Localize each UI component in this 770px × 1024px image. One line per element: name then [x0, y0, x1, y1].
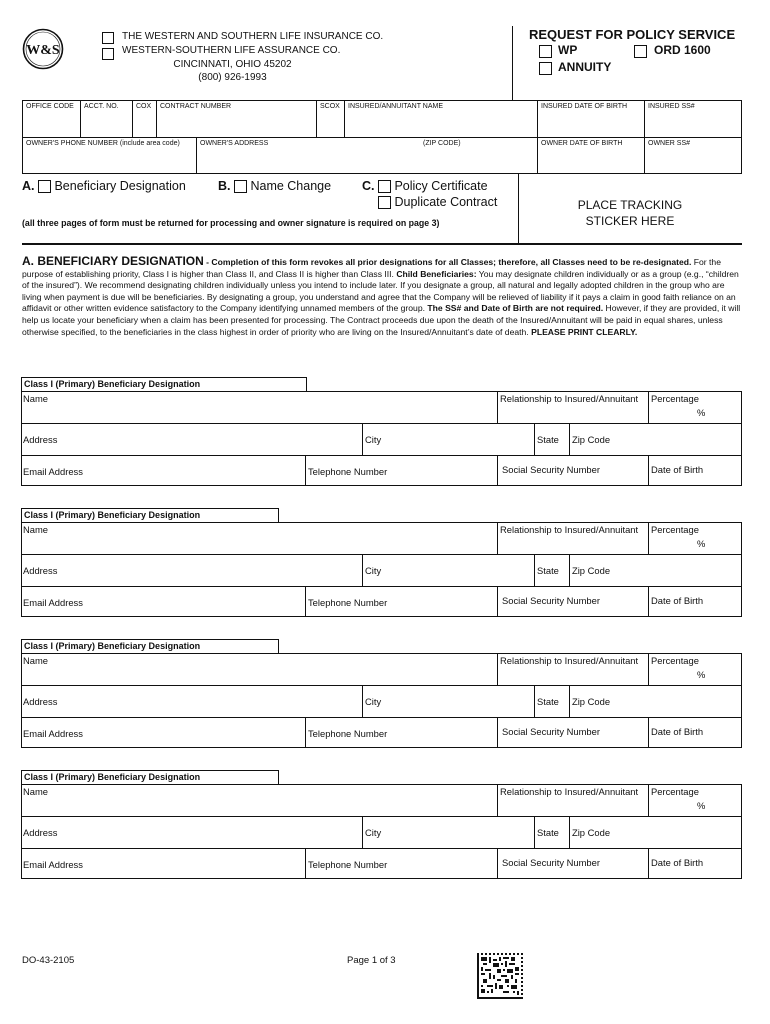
- city-field[interactable]: City: [365, 565, 382, 576]
- email-field[interactable]: Email Address: [23, 466, 83, 477]
- relationship-field[interactable]: Relationship to Insured/Annuitant: [500, 786, 639, 797]
- beneficiary-block-3: [21, 639, 742, 755]
- section-divider: [22, 243, 742, 245]
- ssn-field[interactable]: Social Security Number: [502, 464, 600, 475]
- option-c-label-2: Duplicate Contract: [394, 195, 498, 209]
- beneficiary-form: [21, 784, 742, 879]
- zip-field[interactable]: Zip Code: [572, 696, 611, 707]
- insured-dob-field[interactable]: INSURED DATE OF BIRTH: [538, 101, 645, 137]
- child-beneficiaries-label: Child Beneficiaries:: [396, 268, 477, 279]
- ssn-field[interactable]: Social Security Number: [502, 726, 600, 737]
- dob-field[interactable]: Date of Birth: [651, 726, 704, 737]
- beneficiary-block-title: Class I (Primary) Beneficiary Designation: [21, 770, 279, 784]
- acct-no-field[interactable]: ACCT. NO.: [81, 101, 133, 137]
- state-field[interactable]: State: [537, 434, 559, 445]
- option-c-duplicate[interactable]: [378, 195, 497, 209]
- request-title: REQUEST FOR POLICY SERVICE: [529, 27, 736, 42]
- percent-sign: %: [697, 407, 706, 418]
- relationship-field[interactable]: Relationship to Insured/Annuitant: [500, 655, 639, 666]
- section-a-lead: - Completion of this form revokes all prior designations for all Classes; therefore, all Classes need to be re-designated.: [203, 257, 692, 267]
- telephone-field[interactable]: Telephone Number: [308, 597, 388, 608]
- state-field[interactable]: State: [537, 565, 559, 576]
- section-a-text-1: For the purpose of establishing priority, Class I is higher than Class II, and Class II is higher than Class III.: [22, 257, 721, 279]
- section-a-text-2: You may designate children individually or as a group (e.g., “children of the insured”). We recommend designating children individually unless you intend to include later. If you designate a group, all natural and legally adopted children in the group who are living when payment is due will be beneficiaries. By designating a group, you understand and agree that the Company will be relieved of liability if it pays a claim in good faith reliance on an affidavit or other written evidence satisfactory to the Company identifying unnamed members of the group.: [22, 268, 739, 314]
- annuity-checkbox[interactable]: [539, 60, 552, 78]
- owner-address-label: OWNER'S ADDRESS: [200, 140, 269, 147]
- zip-field[interactable]: Zip Code: [572, 827, 611, 838]
- email-field[interactable]: Email Address: [23, 597, 83, 608]
- telephone-field[interactable]: Telephone Number: [308, 859, 388, 870]
- owner-dob-field[interactable]: OWNER DATE OF BIRTH: [538, 138, 645, 174]
- company-address: CINCINNATI, OHIO 45202: [173, 59, 292, 70]
- office-code-field[interactable]: OFFICE CODE: [23, 101, 81, 137]
- address-field[interactable]: Address: [23, 827, 58, 838]
- email-field[interactable]: Email Address: [23, 728, 83, 739]
- percentage-field[interactable]: Percentage: [651, 655, 699, 666]
- policy-info-row-1: [23, 101, 741, 137]
- percent-sign: %: [697, 800, 706, 811]
- relationship-field[interactable]: Relationship to Insured/Annuitant: [500, 393, 639, 404]
- name-field[interactable]: Name: [23, 786, 49, 797]
- telephone-field[interactable]: Telephone Number: [308, 728, 388, 739]
- ord-checkbox[interactable]: [634, 43, 647, 61]
- beneficiary-block-2: [21, 508, 742, 624]
- option-c-checkbox-2[interactable]: [378, 196, 391, 209]
- dob-field[interactable]: Date of Birth: [651, 857, 704, 868]
- option-a-label: Beneficiary Designation: [54, 179, 186, 193]
- beneficiary-block-title: Class I (Primary) Beneficiary Designation: [21, 639, 279, 653]
- beneficiary-instructions: [22, 256, 742, 338]
- option-a-checkbox[interactable]: [38, 180, 51, 193]
- beneficiary-block-1: [21, 377, 742, 493]
- owner-ssn-field[interactable]: OWNER SS#: [648, 140, 691, 147]
- scox-field[interactable]: SCOX: [317, 101, 345, 137]
- beneficiary-block-title: Class I (Primary) Beneficiary Designation: [21, 377, 307, 391]
- owner-phone-field[interactable]: OWNER'S PHONE NUMBER (include area code): [23, 138, 197, 174]
- state-field[interactable]: State: [537, 827, 559, 838]
- telephone-field[interactable]: Telephone Number: [308, 466, 388, 477]
- dob-field[interactable]: Date of Birth: [651, 595, 704, 606]
- option-c-checkbox-1[interactable]: [378, 180, 391, 193]
- policy-info-table: [22, 100, 742, 174]
- ssn-field[interactable]: Social Security Number: [502, 857, 600, 868]
- zip-field[interactable]: Zip Code: [572, 565, 611, 576]
- beneficiary-block-4: [21, 770, 742, 886]
- svg-text:W&S: W&S: [26, 43, 60, 58]
- form-return-note: (all three pages of form must be returned for processing and owner signature is required on page 3): [22, 218, 440, 228]
- option-b-label: Name Change: [250, 179, 332, 193]
- address-field[interactable]: Address: [23, 434, 58, 445]
- header-divider: [512, 26, 513, 100]
- percentage-field[interactable]: Percentage: [651, 393, 699, 404]
- percentage-field[interactable]: Percentage: [651, 786, 699, 797]
- wp-label: WP: [558, 43, 578, 57]
- insured-ssn-field[interactable]: INSURED SS#: [648, 103, 695, 110]
- section-a-text-3: However, if they are provided, it will help us locate your beneficiary when a claim has been presented for processing. The Contract proceeds due upon the death of the Insured/Annuitant will be paid in equal shares, unless otherwise specified, to the beneficiaries in the class highest in order of priority who are living on the Insured/Annuitant’s date of death.: [22, 303, 741, 337]
- option-c[interactable]: [362, 179, 488, 193]
- percent-sign: %: [697, 538, 706, 549]
- cox-field[interactable]: COX: [133, 101, 157, 137]
- name-field[interactable]: Name: [23, 655, 49, 666]
- beneficiary-form: [21, 522, 742, 617]
- percentage-field[interactable]: Percentage: [651, 524, 699, 535]
- state-field[interactable]: State: [537, 696, 559, 707]
- beneficiary-block-title: Class I (Primary) Beneficiary Designation: [21, 508, 279, 522]
- name-field[interactable]: Name: [23, 524, 49, 535]
- zip-field[interactable]: Zip Code: [572, 434, 611, 445]
- form-code: DO-43-2105: [22, 955, 75, 966]
- option-c-letter: C.: [362, 179, 375, 193]
- address-field[interactable]: Address: [23, 696, 58, 707]
- section-a-heading: A. BENEFICIARY DESIGNATION: [22, 254, 204, 268]
- beneficiary-form: [21, 653, 742, 748]
- option-a[interactable]: [22, 179, 186, 193]
- barcode-icon: [477, 953, 523, 999]
- ssn-note: The SS# and Date of Birth are not required.: [427, 303, 604, 314]
- relationship-field[interactable]: Relationship to Insured/Annuitant: [500, 524, 639, 535]
- city-field[interactable]: City: [365, 827, 382, 838]
- company-logo: [22, 28, 64, 70]
- contract-number-field[interactable]: CONTRACT NUMBER: [157, 101, 317, 137]
- company-checkbox-2[interactable]: [102, 45, 114, 63]
- option-c-label-1: Policy Certificate: [394, 179, 488, 193]
- option-b-letter: B.: [218, 179, 231, 193]
- insured-name-field[interactable]: INSURED/ANNUITANT NAME: [345, 101, 538, 137]
- company-name-2: WESTERN-SOUTHERN LIFE ASSURANCE CO.: [122, 45, 341, 56]
- company-name-1: THE WESTERN AND SOUTHERN LIFE INSURANCE CO.: [122, 31, 384, 42]
- city-field[interactable]: City: [365, 434, 382, 445]
- name-field[interactable]: Name: [23, 393, 49, 404]
- wp-checkbox[interactable]: [539, 43, 552, 61]
- city-field[interactable]: City: [365, 696, 382, 707]
- tracking-sticker-area: PLACE TRACKING STICKER HERE: [577, 198, 683, 228]
- zip-code-label: (ZIP CODE): [423, 140, 461, 147]
- percent-sign: %: [697, 669, 706, 680]
- email-field[interactable]: Email Address: [23, 859, 83, 870]
- print-clearly-note: PLEASE PRINT CLEARLY.: [531, 326, 638, 337]
- annuity-label: ANNUITY: [558, 60, 612, 74]
- ord-label: ORD 1600: [654, 43, 711, 57]
- policy-info-row-2: [23, 137, 741, 174]
- dob-field[interactable]: Date of Birth: [651, 464, 704, 475]
- option-b[interactable]: [218, 179, 331, 193]
- option-a-letter: A.: [22, 179, 35, 193]
- address-field[interactable]: Address: [23, 565, 58, 576]
- beneficiary-form: [21, 391, 742, 486]
- ssn-field[interactable]: Social Security Number: [502, 595, 600, 606]
- tracking-divider: [518, 174, 519, 244]
- page-number: Page 1 of 3: [347, 955, 396, 966]
- company-phone: (800) 926-1993: [198, 72, 267, 83]
- owner-address-field[interactable]: [197, 138, 538, 174]
- option-b-checkbox[interactable]: [234, 180, 247, 193]
